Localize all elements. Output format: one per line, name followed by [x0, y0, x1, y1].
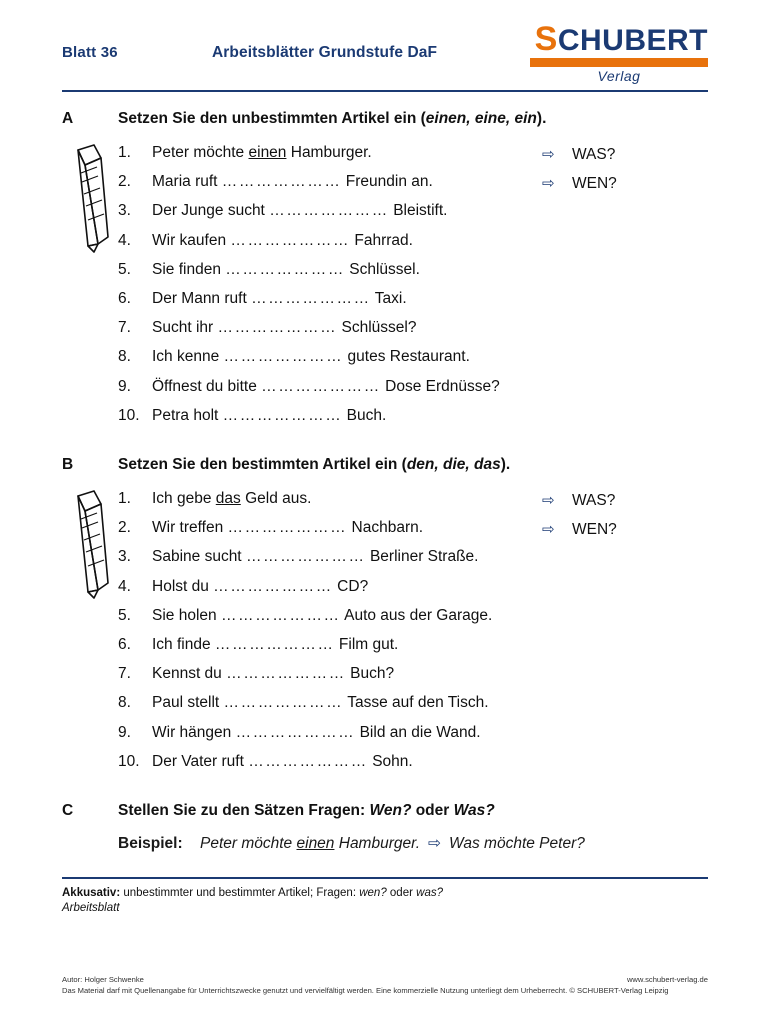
logo-initial: S [534, 20, 558, 58]
sentence-pre: Petra holt [152, 406, 223, 424]
item-number: 8. [118, 348, 131, 366]
list-item [118, 342, 708, 371]
blank-dots[interactable]: ………………… [230, 231, 351, 249]
sentence-pre: Der Vater ruft [152, 752, 249, 770]
item-number: 6. [118, 636, 131, 654]
section-a [62, 110, 708, 430]
item-number: 3. [118, 548, 131, 566]
logo-subtitle: Verlag [597, 68, 641, 84]
footer-legal [62, 974, 708, 996]
example-post: Hamburger. [334, 835, 421, 853]
sentence-post: Geld aus. [240, 490, 312, 508]
footer-divider [62, 877, 708, 879]
blank-dots[interactable]: ………………… [223, 694, 344, 712]
question-word: WEN? [572, 175, 617, 193]
item-number: 2. [118, 173, 131, 191]
section-b-title-text: Setzen Sie den bestimmten Artikel ein ( [118, 456, 407, 474]
logo-bar [530, 58, 708, 67]
section-b-body [62, 484, 708, 776]
schubert-logo [530, 22, 708, 84]
item-sentence [152, 226, 708, 255]
blank-dots[interactable]: ………………… [214, 636, 335, 654]
sentence-pre: Ich kenne [152, 348, 224, 366]
footer-copyright: Das Material darf mit Quellenangabe für Unterrichtszwecke genutzt und vervielfältigt werden. Eine kommerzielle Nutzung unterliegt dem Urheberrecht. © SCHUBERT-Verlag Leipzig [62, 986, 669, 995]
section-b-letter: B [62, 456, 74, 474]
item-number: 1. [118, 144, 131, 161]
blank-dots[interactable]: ………………… [222, 406, 343, 424]
footer-grammar-note [62, 886, 708, 916]
item-sentence [152, 659, 708, 688]
blank-dots[interactable]: ………………… [245, 548, 366, 566]
sentence-post: Taxi. [370, 290, 407, 308]
sentence-post: Auto aus der Garage. [340, 606, 493, 624]
item-number: 8. [118, 694, 131, 712]
sentence-pre: Wir treffen [152, 519, 228, 537]
list-item [118, 401, 708, 430]
list-item [118, 747, 708, 776]
item-number: 4. [118, 577, 131, 595]
sentence-post: Dose Erdnüsse? [380, 377, 500, 395]
blank-dots[interactable]: ………………… [220, 606, 341, 624]
logo-wordmark [530, 20, 708, 58]
section-b-heading [62, 456, 708, 474]
example-label: Beispiel: [118, 835, 183, 853]
sentence-pre: Kennst du [152, 665, 227, 683]
underlined-answer: einen [248, 144, 287, 161]
footer-note-text: unbestimmter und bestimmter Artikel; Fragen: [120, 887, 360, 900]
item-sentence [152, 313, 708, 342]
list-item [118, 542, 708, 571]
section-c-example [62, 834, 708, 853]
list-item [118, 372, 708, 401]
sentence-pre: Sie holen [152, 606, 221, 624]
blank-dots[interactable]: ………………… [225, 260, 345, 278]
item-number: 9. [118, 377, 131, 395]
arrow-icon: ⇨ [428, 835, 442, 853]
blank-dots[interactable]: ………………… [226, 665, 346, 683]
sentence-pre: Sabine sucht [152, 548, 246, 566]
sentence-pre: Sucht ihr [152, 319, 218, 337]
item-number: 5. [118, 606, 131, 624]
sentence-pre: Öffnest du bitte [152, 377, 262, 395]
blank-dots[interactable]: ………………… [261, 377, 381, 395]
logo-rest: CHUBERT [557, 24, 708, 57]
blank-dots[interactable]: ………………… [223, 348, 344, 366]
footer-sheet-label: Arbeitsblatt [62, 902, 120, 915]
item-number: 3. [118, 202, 131, 220]
sentence-pre: Maria ruft [152, 173, 222, 191]
sentence-post: CD? [332, 577, 369, 595]
example-sentence [200, 834, 585, 853]
list-item [118, 630, 708, 659]
arrow-icon: ⇨ [542, 521, 555, 539]
list-item [118, 659, 708, 688]
sentence-post: Tasse auf den Tisch. [343, 694, 489, 712]
section-b-question-markers [542, 486, 662, 544]
sentence-pre: Der Mann ruft [152, 290, 252, 308]
section-a-body [62, 138, 708, 430]
list-item [118, 196, 708, 225]
item-sentence [152, 601, 708, 630]
footer-note-italic-1: wen? [359, 887, 387, 900]
section-b [62, 456, 708, 776]
item-sentence [152, 401, 708, 430]
footer-website: www.schubert-verlag.de [626, 975, 708, 984]
item-number: 4. [118, 231, 131, 249]
pencil-icon [68, 488, 114, 605]
sentence-post: gutes Restaurant. [343, 348, 470, 366]
item-number: 9. [118, 723, 131, 741]
pencil-icon [68, 142, 114, 259]
sentence-post: Schlüssel? [337, 319, 417, 337]
question-word: WEN? [572, 521, 617, 539]
sentence-post: Film gut. [334, 636, 399, 654]
sentence-pre: Sie finden [152, 260, 226, 278]
sentence-post: Bild an die Wand. [355, 723, 481, 741]
blank-dots[interactable]: ………………… [227, 519, 348, 537]
sentence-pre: Ich finde [152, 636, 215, 654]
sentence-post: Nachbarn. [347, 519, 424, 537]
item-sentence [152, 718, 708, 747]
question-word: WAS? [572, 492, 616, 510]
sentence-post: Buch. [342, 406, 387, 424]
question-marker [542, 140, 662, 169]
question-marker [542, 515, 662, 544]
section-a-letter: A [62, 110, 74, 127]
question-marker [542, 486, 662, 515]
list-item [118, 284, 708, 313]
section-a-title-end: ). [536, 110, 547, 127]
sentence-pre: Wir kaufen [152, 231, 231, 249]
item-sentence [152, 747, 708, 776]
section-b-title-end: ). [500, 456, 511, 474]
sentence-pre: Peter möchte [152, 144, 249, 161]
sentence-post: Schlüssel. [344, 260, 420, 278]
section-c-title-italic-1: Wen? [369, 802, 412, 820]
list-item [118, 688, 708, 717]
list-item [118, 572, 708, 601]
section-b-icon-col [62, 484, 118, 776]
sentence-post: Hamburger. [286, 144, 372, 161]
sentence-pre: Paul stellt [152, 694, 224, 712]
item-sentence [152, 196, 708, 225]
footer-author: Autor: Holger Schwenke [62, 975, 144, 984]
item-number: 5. [118, 260, 131, 278]
sentence-post: Bleistift. [388, 202, 448, 220]
question-marker [542, 169, 662, 198]
sentence-pre: Wir hängen [152, 723, 236, 741]
sheet-number: Blatt 36 [62, 44, 118, 61]
blank-dots[interactable]: ………………… [221, 173, 342, 191]
sentence-post: Freundin an. [341, 173, 433, 191]
sentence-post: Sohn. [367, 752, 413, 770]
section-a-question-markers [542, 140, 662, 198]
example-underlined-word: einen [296, 835, 335, 853]
section-b-title [118, 456, 510, 474]
item-sentence [152, 572, 708, 601]
blank-dots[interactable]: ………………… [213, 577, 333, 595]
sentence-pre: Ich gebe [152, 490, 216, 508]
example-pre: Peter möchte [200, 835, 297, 853]
footer-keyword: Akkusativ: [62, 887, 121, 900]
section-a-heading [62, 110, 708, 128]
item-number: 10. [118, 406, 140, 424]
section-b-title-italic: den, die, das [406, 456, 501, 474]
item-number: 1. [118, 490, 131, 508]
blank-dots[interactable]: ………………… [235, 723, 356, 741]
item-number: 6. [118, 290, 131, 308]
footer-note-italic-2: was? [416, 887, 443, 900]
item-number: 10. [118, 752, 140, 770]
item-sentence [152, 284, 708, 313]
section-a-title-italic: einen, eine, ein [425, 110, 537, 127]
item-sentence [152, 255, 708, 284]
arrow-icon: ⇨ [542, 492, 555, 510]
sentence-pre: Holst du [152, 577, 214, 595]
item-number: 2. [118, 519, 131, 537]
header-divider [62, 90, 708, 92]
list-item [118, 601, 708, 630]
example-answer: Was möchte Peter? [449, 835, 585, 853]
item-sentence [152, 342, 708, 371]
list-item [118, 718, 708, 747]
section-c-letter: C [62, 802, 74, 820]
page-title: Arbeitsblätter Grundstufe DaF [212, 44, 438, 61]
item-sentence [152, 372, 708, 401]
item-number: 7. [118, 665, 131, 683]
underlined-answer: das [215, 490, 241, 508]
sentence-post: Berliner Straße. [365, 548, 479, 566]
section-c-heading [62, 802, 708, 820]
footer-note-mid: oder [386, 887, 417, 900]
section-a-title [118, 110, 546, 128]
section-c [62, 802, 708, 853]
arrow-icon: ⇨ [542, 146, 555, 163]
section-a-title-text: Setzen Sie den unbestimmten Artikel ein ( [118, 110, 426, 127]
section-c-title-text: Stellen Sie zu den Sätzen Fragen: [118, 802, 370, 820]
sentence-post: Fahrrad. [350, 231, 413, 249]
section-c-title-italic-2: Was? [453, 802, 495, 820]
section-a-icon-col [62, 138, 118, 430]
item-sentence [152, 542, 708, 571]
blank-dots[interactable]: ………………… [251, 290, 371, 308]
item-sentence [152, 630, 708, 659]
arrow-icon: ⇨ [542, 175, 555, 193]
list-item [118, 226, 708, 255]
section-c-title [118, 802, 495, 820]
item-sentence [152, 688, 708, 717]
sentence-post: Buch? [345, 665, 395, 683]
sentence-pre: Der Junge sucht [152, 202, 270, 220]
item-number: 7. [118, 319, 131, 337]
question-word: WAS? [572, 146, 616, 163]
blank-dots[interactable]: ………………… [269, 202, 389, 220]
list-item [118, 313, 708, 342]
blank-dots[interactable]: ………………… [248, 752, 368, 770]
list-item [118, 255, 708, 284]
section-c-title-mid: oder [411, 802, 454, 820]
page-header [62, 22, 708, 84]
blank-dots[interactable]: ………………… [217, 319, 338, 337]
